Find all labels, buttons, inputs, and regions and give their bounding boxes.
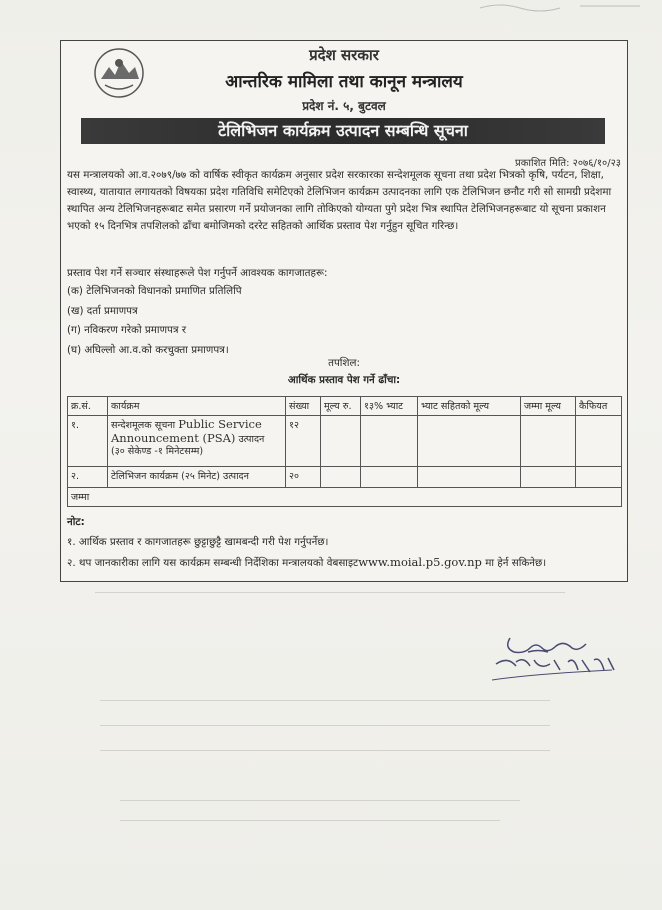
location-title: प्रदेश नं. ५, बुटवल	[302, 99, 386, 113]
body-paragraph: यस मन्त्रालयको आ.व.२०७९/७७ को वार्षिक स्वीकृत कार्यक्रम अनुसार प्रदेश सरकारका सन्देशमूलक सूचना तथा प्रदेश भित्रको कृषि, पर्यटन, शिक्षा, स्वास्थ्य, यातायात लगायतको विषयका प्रदेश गतिविधि समेटिएको टेलिभिजन कार्यक्रम उत्पादनका लागि एक टेलिभिजन छनौट गरी सो सामग्री प्रदेशमा स्थापित अन्य टेलिभिजनहरूबाट समेत प्रसारण गर्ने प्रयोजनका लागि तोकिएको योग्यता पुगे प्रदेश भित्र स्थापित टेलिभिजनहरूबाट यो सूचना प्रकाशन भएको १५ दिनभित्र तपशिलको ढाँचा बमोजिमको दररेट सहितको आर्थिक प्रस्ताव पेश गर्नुहुन सूचित गरिन्छ।	[67, 169, 612, 232]
form-title: आर्थिक प्रस्ताव पेश गर्ने ढाँचा:	[287, 374, 401, 386]
col-header: मूल्य रु.	[321, 397, 361, 416]
ghost-line	[100, 725, 550, 726]
cell-program: सन्देशमूलक सूचना Public Service Announcement (PSA) उत्पादन (३० सेकेण्ड -१ मिनेटसम्म)	[108, 416, 286, 467]
cell-empty	[361, 416, 418, 467]
cell-sn: १.	[68, 416, 108, 467]
cell-empty	[418, 416, 521, 467]
col-header: कार्यक्रम	[108, 397, 286, 416]
ghost-line	[120, 800, 520, 801]
col-header: क्र.सं.	[68, 397, 108, 416]
table-row	[68, 467, 622, 488]
table-header-row	[68, 397, 622, 416]
appendix-label: तपशिल:	[328, 357, 360, 369]
cell-empty	[521, 467, 576, 488]
website-link[interactable]: www.moial.p5.gov.np	[358, 555, 482, 569]
notes-heading: नोट:	[67, 516, 85, 528]
col-header: जम्मा मूल्य	[521, 397, 576, 416]
notice-banner: टेलिभिजन कार्यक्रम उत्पादन सम्बन्धि सूचना	[81, 118, 605, 144]
cell-total: जम्मा	[68, 488, 622, 507]
document-item: (क) टेलिभिजनको विधानको प्रमाणित प्रतिलिपि	[67, 285, 242, 297]
cell-empty	[361, 467, 418, 488]
government-title: प्रदेश सरकार	[309, 46, 379, 64]
cell-program: टेलिभिजन कार्यक्रम (२५ मिनेट) उत्पादन	[108, 467, 286, 488]
cell-empty	[321, 467, 361, 488]
cell-qty: २०	[286, 467, 321, 488]
handwritten-signature	[488, 630, 628, 700]
note-item: २. थप जानकारीका लागि यस कार्यक्रम सम्बन्धी निर्देशिका मन्त्रालयको वेबसाइटwww.moial.p5.gov.np मा हेर्न सकिनेछ।	[67, 555, 547, 569]
ghost-line	[120, 820, 500, 821]
col-header: कैफियत	[576, 397, 622, 416]
bleed-through-marks	[470, 0, 660, 14]
documents-list	[67, 282, 242, 360]
cell-empty	[576, 416, 622, 467]
published-date: प्रकाशित मिति: २०७६/१०/२३	[515, 158, 621, 169]
col-header: भ्याट सहितको मूल्य	[418, 397, 521, 416]
cell-empty	[321, 416, 361, 467]
notice-box	[60, 40, 628, 582]
cell-qty: १२	[286, 416, 321, 467]
ghost-line	[95, 592, 565, 593]
document-item: (ग) नविकरण गरेको प्रमाणपत्र र	[67, 324, 187, 336]
cell-empty	[418, 467, 521, 488]
cell-sn: २.	[68, 467, 108, 488]
ghost-line	[100, 700, 550, 701]
document-item: (घ) अघिल्लो आ.व.को करचुक्ता प्रमाणपत्र।	[67, 343, 229, 356]
cell-empty	[576, 467, 622, 488]
col-header: संख्या	[286, 397, 321, 416]
table-total-row	[68, 488, 622, 507]
documents-heading: प्रस्ताव पेश गर्ने सञ्चार संस्थाहरूले पेश गर्नुपर्ने आवश्यक कागजातहरू:	[67, 267, 328, 279]
cell-empty	[521, 416, 576, 467]
col-header: १३% भ्याट	[361, 397, 418, 416]
proposal-table	[67, 396, 622, 507]
ghost-line	[100, 750, 550, 751]
note-item: १. आर्थिक प्रस्ताव र कागजातहरू छुट्टाछुट्टै खामबन्दी गरी पेश गर्नुपर्नेछ।	[67, 536, 329, 548]
table-row	[68, 416, 622, 467]
ministry-title: आन्तरिक मामिला तथा कानून मन्त्रालय	[225, 72, 463, 92]
document-item: (ख) दर्ता प्रमाणपत्र	[67, 304, 138, 317]
notes-list	[67, 532, 546, 573]
